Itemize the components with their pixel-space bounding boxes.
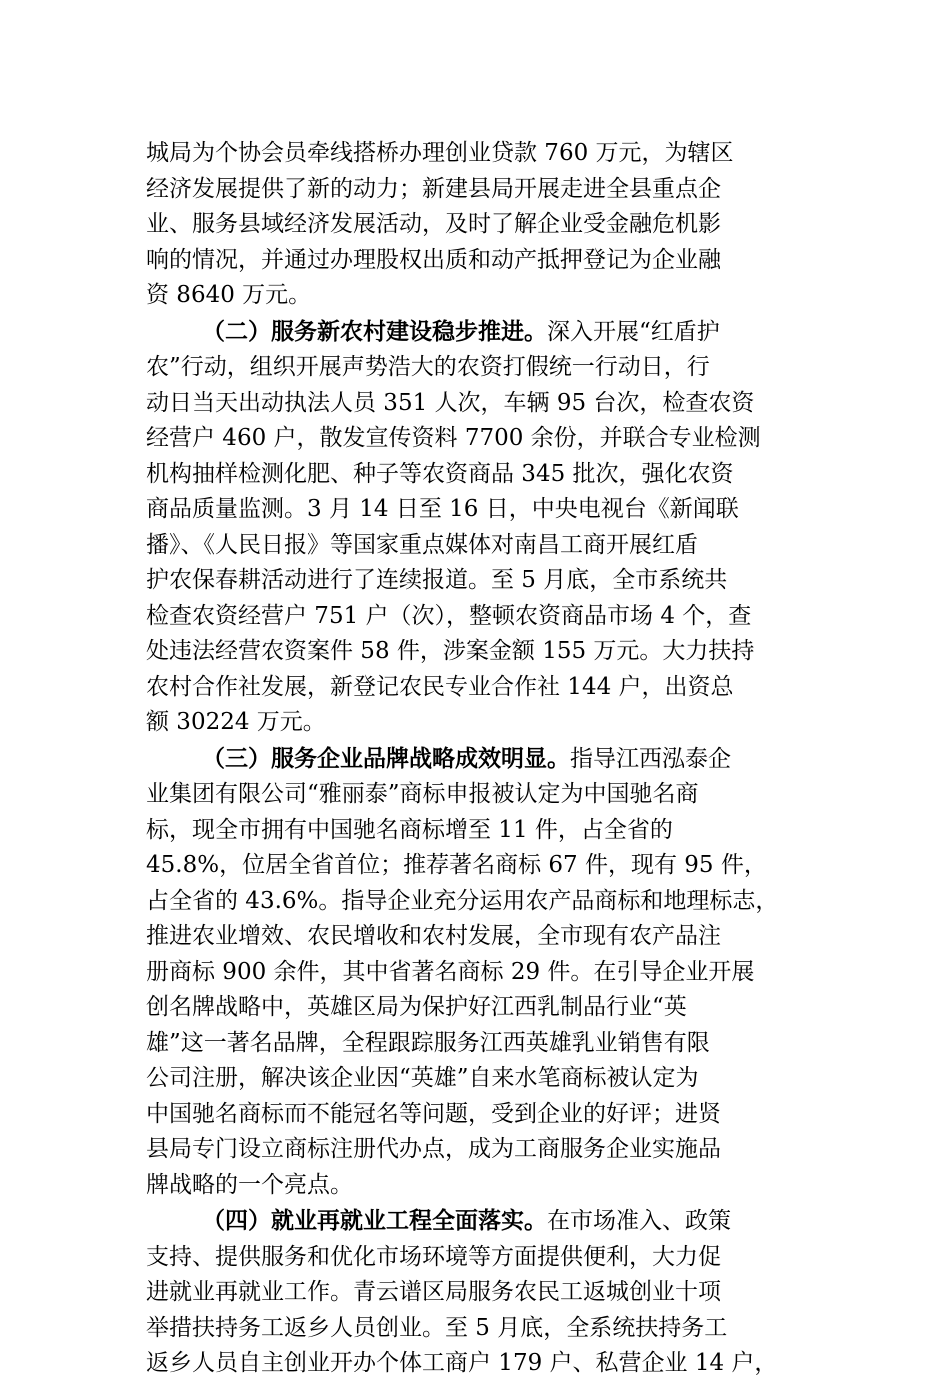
paragraph <box>146 136 806 314</box>
paragraph <box>146 314 806 741</box>
text-line: 农”行动，组织开展声势浩大的农资打假统一行动日，行 <box>146 354 710 380</box>
text-run: 指导江西泓泰企 <box>570 745 731 772</box>
text-run: 在市场准入、政策 <box>547 1208 731 1234</box>
text-line: 农村合作社发展，新登记农民专业合作社 144 户，出资总 <box>146 673 734 700</box>
text-line: 中国驰名商标而不能冠名等问题，受到企业的好评；进贤 <box>146 1100 721 1127</box>
text-line: 举措扶持务工返乡人员创业。至 5 月底，全系统扶持务工 <box>146 1314 728 1341</box>
section-heading: （二）服务新农村建设稳步推进。 <box>202 317 547 345</box>
text-line: 支持、提供服务和优化市场环境等方面提供便利，大力促 <box>146 1243 721 1270</box>
paragraph-first-line <box>146 1203 806 1240</box>
text-line: 商品质量监测。3 月 14 日至 16 日，中央电视台《新闻联 <box>146 496 739 522</box>
text-line: 县局专门设立商标注册代办点，成为工商服务企业实施品 <box>146 1136 721 1162</box>
text-line: 牌战略的一个亮点。 <box>146 1171 353 1198</box>
text-line: 45.8%，位居全省首位；推荐著名商标 67 件，现有 95 件， <box>146 852 767 878</box>
text-line: 册商标 900 余件，其中省著名商标 29 件。在引导企业开展 <box>146 958 755 985</box>
text-line: 额 30224 万元。 <box>146 709 326 735</box>
text-line: 经济发展提供了新的动力；新建县局开展走进全县重点企 <box>146 175 721 202</box>
text-line: 经营户 460 户，散发宣传资料 7700 余份，并联合专业检测 <box>146 425 761 451</box>
text-line: 城局为个协会员牵线搭桥办理创业贷款 760 万元，为辖区 <box>146 140 734 166</box>
paragraph <box>146 1203 806 1382</box>
text-line: 护农保春耕活动进行了连续报道。至 5 月底，全市系统共 <box>146 567 728 593</box>
text-line: 占全省的 43.6%。指导企业充分运用农产品商标和地理标志， <box>146 887 779 914</box>
text-line: 返乡人员自主创业开办个体工商户 179 户、私营企业 14 户， <box>146 1350 778 1376</box>
text-line: 业集团有限公司“雅丽泰”商标申报被认定为中国驰名商 <box>146 781 699 807</box>
body-text <box>146 136 806 1382</box>
text-line: 机构抽样检测化肥、种子等农资商品 345 批次，强化农资 <box>146 460 734 487</box>
text-line: 动日当天出动执法人员 351 人次，车辆 95 台次，检查农资 <box>146 389 755 416</box>
text-line: 进就业再就业工作。青云谱区局服务农民工返城创业十项 <box>146 1279 721 1305</box>
text-line: 检查农资经营户 751 户（次），整顿农资商品市场 4 个，查 <box>146 602 752 629</box>
text-line: 业、服务县域经济发展活动，及时了解企业受金融危机影 <box>146 211 721 237</box>
section-heading: （三）服务企业品牌战略成效明显。 <box>202 744 570 772</box>
text-line: 处违法经营农资案件 58 件，涉案金额 155 万元。大力扶持 <box>146 638 755 664</box>
text-line: 创名牌战略中，英雄区局为保护好江西乳制品行业“英 <box>146 994 687 1020</box>
text-line: 播》、《人民日报》等国家重点媒体对南昌工商开展红盾 <box>146 531 698 558</box>
text-line: 推进农业增效、农民增收和农村发展，全市现有农产品注 <box>146 923 721 949</box>
text-line: 标，现全市拥有中国驰名商标增至 11 件，占全省的 <box>146 816 673 843</box>
text-line: 响的情况，并通过办理股权出质和动产抵押登记为企业融 <box>146 246 721 273</box>
text-line: 雄”这一著名品牌，全程跟踪服务江西英雄乳业销售有限 <box>146 1029 710 1056</box>
text-line: 公司注册，解决该企业因“英雄”自来水笔商标被认定为 <box>146 1065 699 1091</box>
paragraph-first-line <box>146 741 806 778</box>
paragraph <box>146 741 806 1204</box>
text-run: 深入开展“红盾护 <box>547 318 720 345</box>
text-line: 资 8640 万元。 <box>146 282 312 308</box>
section-heading: （四）就业再就业工程全面落实。 <box>202 1207 547 1234</box>
paragraph-first-line <box>146 314 806 351</box>
